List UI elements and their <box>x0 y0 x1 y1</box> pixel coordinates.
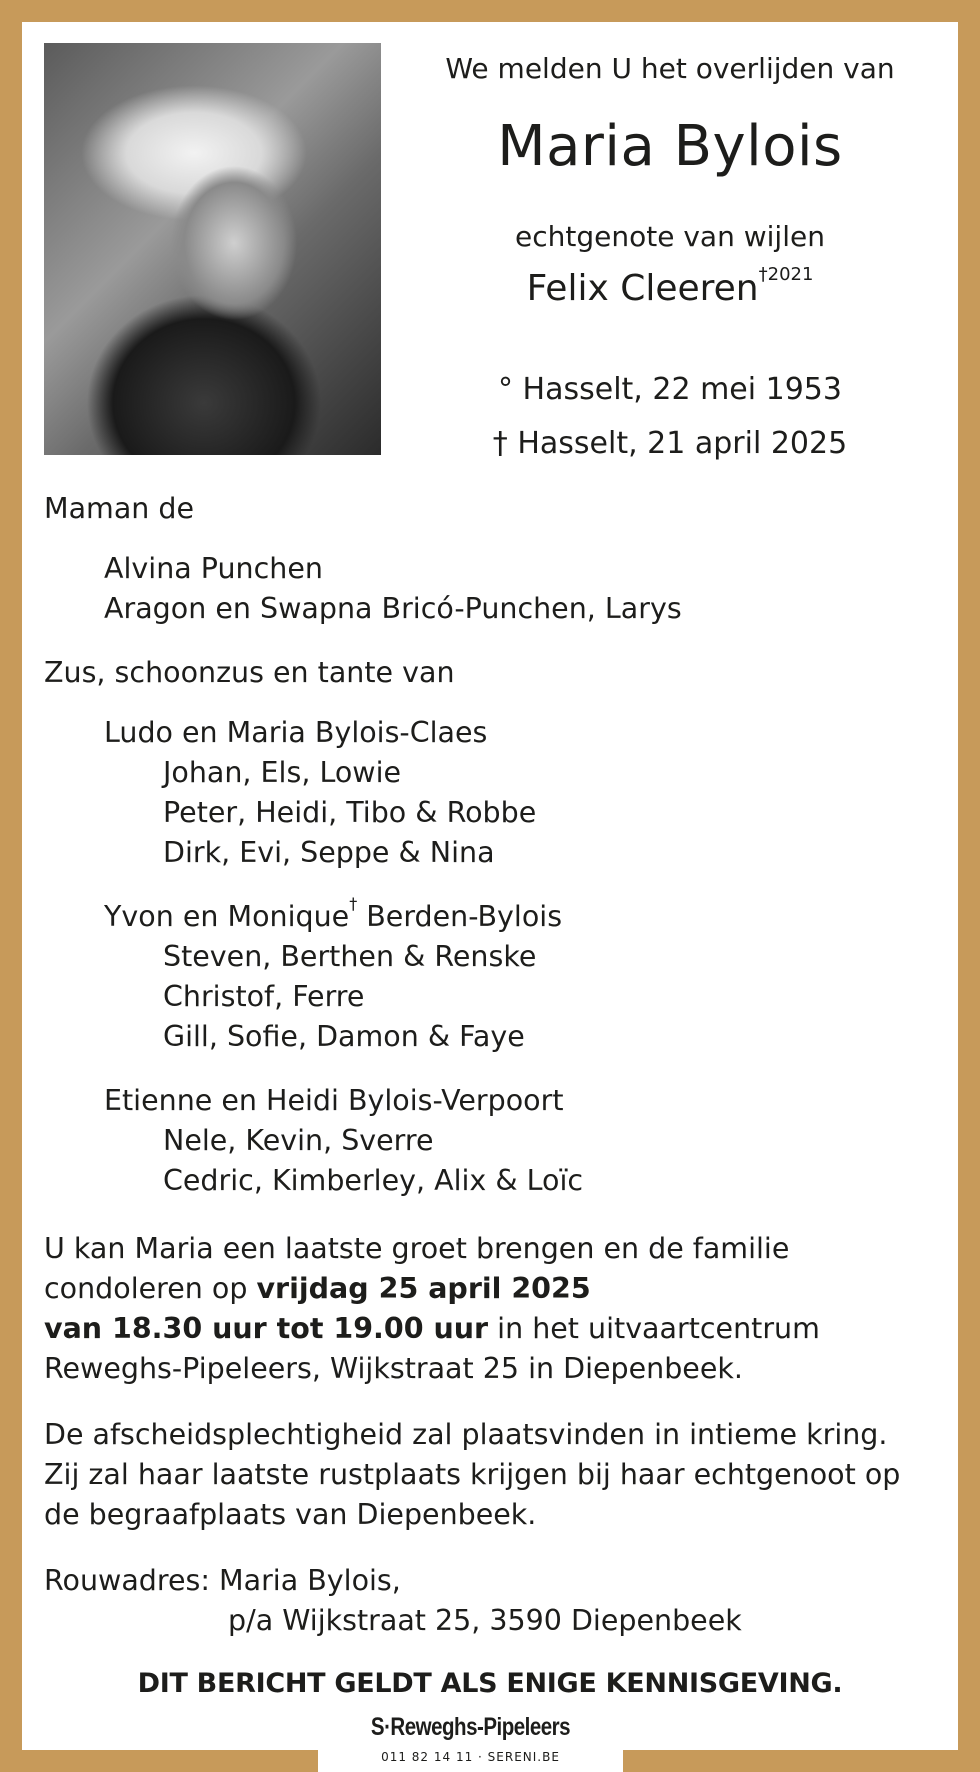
family-member-line: Peter, Heidi, Tibo & Robbe <box>163 796 537 829</box>
family-group-head-part: Yvon en Monique <box>104 900 350 933</box>
death-line: † Hasselt, 21 april 2025 <box>492 426 848 461</box>
family-group-head-part: Berden-Bylois <box>357 900 563 933</box>
ceremony-line: De afscheidsplechtigheid zal plaatsvinden in intieme kring. <box>44 1418 888 1451</box>
spouse-death-year: †2021 <box>758 264 814 285</box>
spouse-name: Felix Cleeren <box>526 268 759 309</box>
family-member-line: Johan, Els, Lowie <box>163 756 402 789</box>
ceremony-line: de begraafplaats van Diepenbeek. <box>44 1498 537 1531</box>
ceremony-line: Zij zal haar laatste rustplaats krijgen bij haar echtgenoot op <box>44 1458 901 1491</box>
family-member-line: Christof, Ferre <box>163 980 365 1013</box>
visitation-line: Reweghs-Pipeleers, Wijkstraat 25 in Diepenbeek. <box>44 1352 743 1385</box>
family-member-line: Gill, Sofie, Damon & Faye <box>163 1020 525 1053</box>
sibling-label: Zus, schoonzus en tante van <box>44 656 455 689</box>
visitation-line <box>44 1272 591 1305</box>
visitation-text: in het uitvaartcentrum <box>488 1312 820 1345</box>
funeral-home-contact: 011 82 14 11 · SERENI.BE <box>381 1750 560 1764</box>
family-member-line: Dirk, Evi, Seppe & Nina <box>163 836 495 869</box>
address-line: p/a Wijkstraat 25, 3590 Diepenbeek <box>228 1604 742 1637</box>
family-group-head <box>104 894 563 933</box>
mother-label: Maman de <box>44 492 195 525</box>
family-group-head: Ludo en Maria Bylois-Claes <box>104 716 488 749</box>
address-line: Rouwadres: Maria Bylois, <box>44 1564 401 1597</box>
visitation-line: U kan Maria een laatste groet brengen en de familie <box>44 1232 790 1265</box>
visitation-line <box>44 1312 820 1345</box>
child-line: Aragon en Swapna Bricó-Punchen, Larys <box>104 592 682 625</box>
spouse-prefix: echtgenote van wijlen <box>515 220 825 253</box>
deceased-name: Maria Bylois <box>497 114 843 179</box>
family-member-line: Cedric, Kimberley, Alix & Loïc <box>163 1164 584 1197</box>
portrait-photo <box>44 43 381 455</box>
family-member-line: Nele, Kevin, Sverre <box>163 1124 434 1157</box>
final-notice: DIT BERICHT GELDT ALS ENIGE KENNISGEVING. <box>137 1668 843 1699</box>
funeral-home-logo-area <box>318 1700 623 1772</box>
intro-text: We melden U het overlijden van <box>445 52 895 85</box>
obituary-card <box>22 22 958 1750</box>
visitation-time: van 18.30 uur tot 19.00 uur <box>44 1312 489 1345</box>
spouse-line <box>382 264 958 309</box>
deceased-cross: † <box>349 894 358 913</box>
visitation-text: condoleren op <box>44 1272 257 1305</box>
family-member-line: Steven, Berthen & Renske <box>163 940 537 973</box>
child-line: Alvina Punchen <box>104 552 323 585</box>
birth-line: ° Hasselt, 22 mei 1953 <box>498 372 842 407</box>
family-group-head: Etienne en Heidi Bylois-Verpoort <box>104 1084 564 1117</box>
funeral-home-logo: S·Reweghs-Pipeleers <box>370 1713 571 1741</box>
visitation-date: vrijdag 25 april 2025 <box>256 1272 591 1305</box>
